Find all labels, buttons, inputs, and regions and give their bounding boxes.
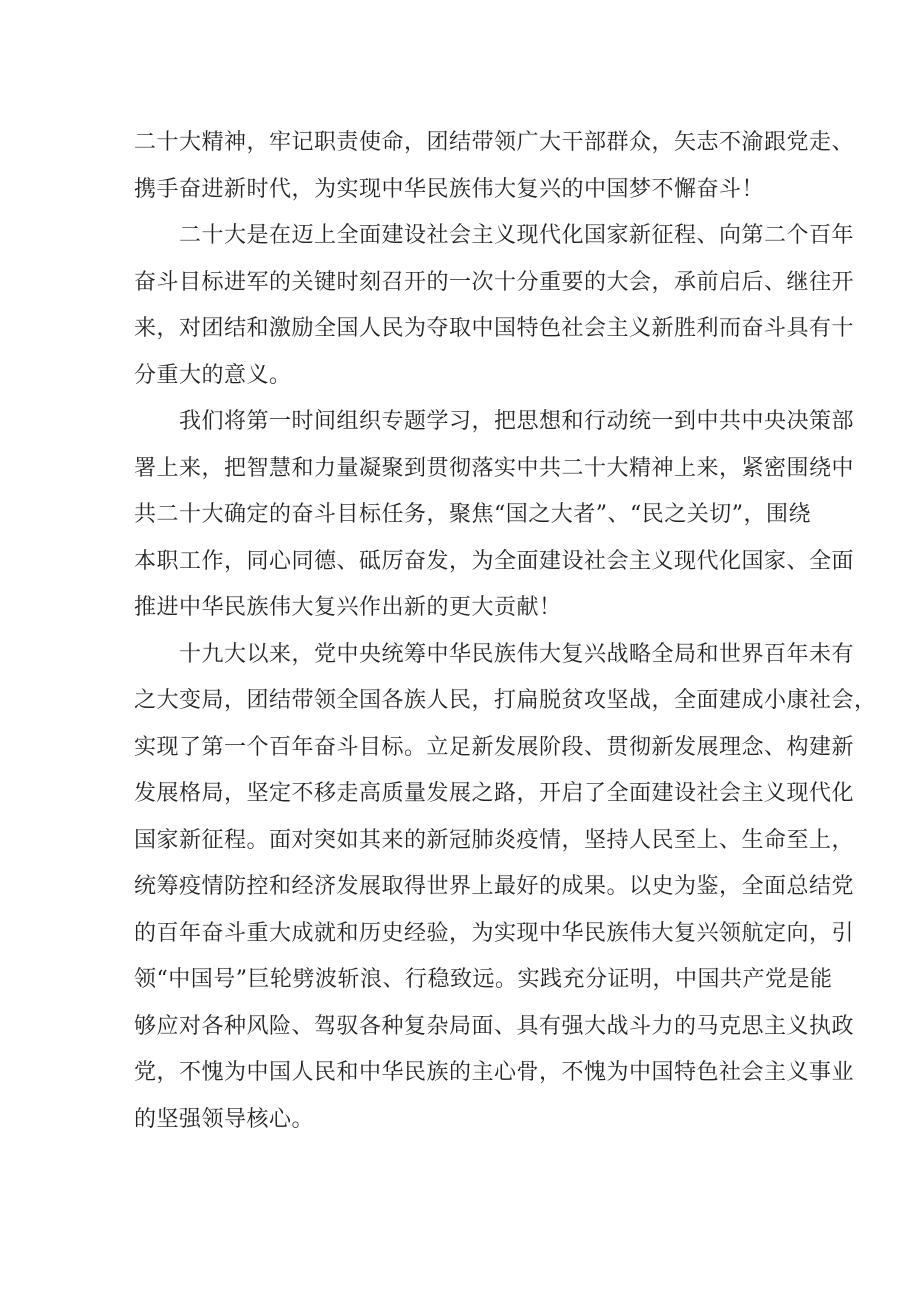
- text-line: 的百年奋斗重大成就和历史经验，为实现中华民族伟大复兴领航定向，引: [134, 920, 855, 946]
- text-line: 来，对团结和激励全国人民为夺取中国特色社会主义新胜利而奋斗具有十: [134, 316, 855, 341]
- text-line: 奋斗目标进军的关键时刻召开的一次十分重要的大会，承前启后、继往开: [134, 269, 855, 295]
- paragraph-start-line: 我们将第一时间组织专题学习，把思想和行动统一到中共中央决策部: [134, 409, 855, 434]
- text-line: 本职工作，同心同德、砥厉奋发，为全面建设社会主义现代化国家、全面: [134, 548, 855, 574]
- text-line: 统筹疫情防控和经济发展取得世界上最好的成果。以史为鉴，全面总结党: [134, 874, 855, 899]
- text-line: 实现了第一个百年奋斗目标。立足新发展阶段、贯彻新发展理念、构建新: [134, 734, 855, 760]
- text-line: 党，不愧为中国人民和中华民族的主心骨，不愧为中国特色社会主义事业: [134, 1060, 855, 1085]
- paragraph-start-line: 十九大以来，党中央统筹中华民族伟大复兴战略全局和世界百年未有: [134, 641, 855, 667]
- document-body: [134, 120, 877, 1143]
- text-line: 够应对各种风险、驾驭各种复杂局面、具有强大战斗力的马克思主义执政: [134, 1013, 855, 1039]
- text-line: 携手奋进新时代，为实现中华民族伟大复兴的中国梦不懈奋斗！: [134, 176, 765, 202]
- text-line: 领“中国号”巨轮劈波斩浪、行稳致远。实践充分证明，中国共产党是能: [134, 967, 833, 992]
- text-line: 的坚强领导核心。: [134, 1106, 315, 1132]
- text-line: 国家新征程。面对突如其来的新冠肺炎疫情，坚持人民至上、生命至上，: [134, 827, 855, 853]
- text-line: 发展格局，坚定不移走高质量发展之路，开启了全面建设社会主义现代化: [134, 781, 855, 806]
- text-line: 共二十大确定的奋斗目标任务，聚焦“国之大者”、“民之关切”，围绕: [134, 502, 811, 527]
- text-line: 分重大的意义。: [134, 362, 292, 388]
- text-line: 之大变局，团结带领全国各族人民，打扁脱贫攻坚战，全面建成小康社会，: [134, 688, 877, 713]
- text-line: 二十大精神，牢记职责使命，团结带领广大干部群众，矢志不渝跟党走、: [134, 130, 855, 155]
- text-line: 推进中华民族伟大复兴作出新的更大贡献！: [134, 595, 562, 620]
- text-line: 署上来，把智慧和力量凝聚到贯彻落实中共二十大精神上来，紧密围绕中: [134, 455, 855, 481]
- paragraph-start-line: 二十大是在迈上全面建设社会主义现代化国家新征程、向第二个百年: [134, 223, 855, 248]
